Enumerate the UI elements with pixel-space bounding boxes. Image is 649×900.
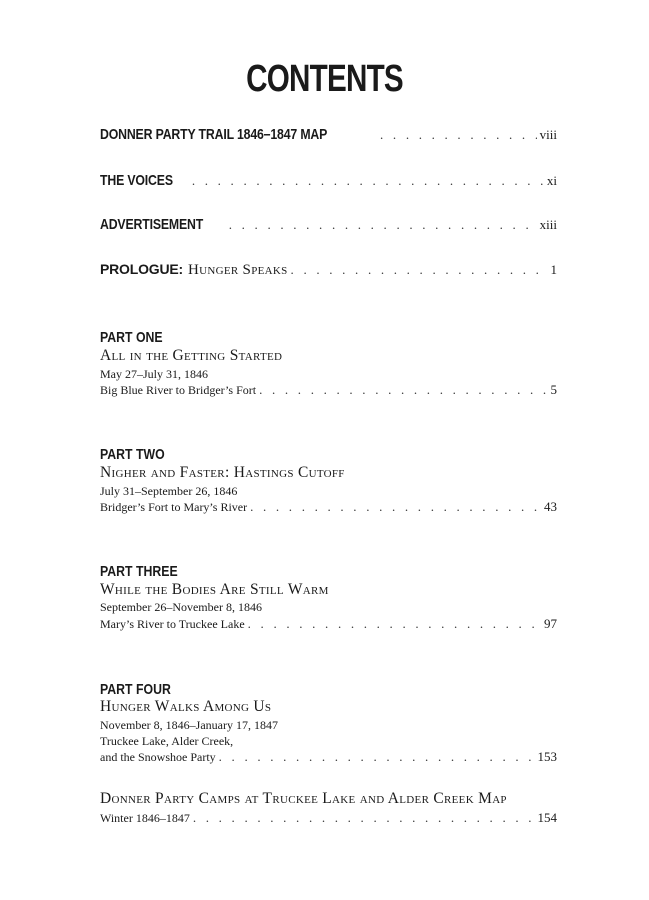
page-number: xiii — [539, 217, 557, 232]
part-title: Hunger Walks Among Us — [100, 698, 272, 715]
part-route: and the Snowshoe Party — [100, 750, 216, 764]
toc-entry-part-three[interactable] — [100, 616, 557, 632]
page-number: viii — [539, 127, 557, 142]
toc-entry-label: DONNER PARTY TRAIL 1846–1847 MAP — [100, 126, 328, 143]
toc-entry-prologue[interactable] — [100, 261, 557, 279]
part-title: While the Bodies Are Still Warm — [100, 581, 329, 598]
dot-leader — [259, 382, 547, 398]
page-number: 5 — [550, 382, 557, 397]
part-dates: July 31–September 26, 1846 — [100, 484, 238, 498]
part-heading: PART TWO — [100, 446, 165, 463]
toc-entry-part-one[interactable] — [100, 382, 557, 398]
page-number: 1 — [550, 262, 557, 277]
page-number: xi — [546, 173, 557, 188]
page-number: 154 — [537, 810, 557, 825]
page-title: CONTENTS — [246, 58, 403, 100]
dot-leader — [248, 616, 541, 632]
toc-entry-label: THE VOICES — [100, 172, 173, 189]
part-route: Bridger’s Fort to Mary’s River — [100, 500, 248, 514]
dot-leader — [229, 217, 537, 233]
part-dates: September 26–November 8, 1846 — [100, 600, 262, 614]
part-route: Mary’s River to Truckee Lake — [100, 617, 245, 631]
part-title: All in the Getting Started — [100, 347, 283, 364]
toc-entry-subtitle: Hunger Speaks — [187, 262, 288, 278]
part-title: Nigher and Faster: Hastings Cutoff — [100, 464, 345, 481]
toc-entry-part-four[interactable] — [100, 749, 557, 765]
page-number: 153 — [537, 749, 557, 764]
final-entry-title: Donner Party Camps at Truckee Lake and Alder Creek Map — [100, 790, 507, 807]
part-route: Big Blue River to Bridger’s Fort — [100, 383, 257, 397]
page-number: 43 — [544, 499, 557, 514]
toc-entry-advertisement[interactable] — [100, 216, 557, 233]
part-heading: PART ONE — [100, 329, 163, 346]
dot-leader — [192, 173, 544, 189]
toc-entry-voices[interactable] — [100, 172, 557, 189]
toc-entry-trail-map[interactable] — [100, 126, 557, 143]
page-number: 97 — [544, 616, 557, 631]
toc-entry-label: PROLOGUE: — [100, 261, 183, 277]
dot-leader — [380, 127, 537, 143]
part-heading: PART THREE — [100, 563, 178, 580]
final-entry-route: Winter 1846–1847 — [100, 811, 190, 825]
part-route-line: Truckee Lake, Alder Creek, — [100, 734, 234, 748]
part-dates: May 27–July 31, 1846 — [100, 367, 208, 381]
toc-entry-camps-map[interactable] — [100, 810, 557, 826]
dot-leader — [193, 810, 535, 826]
dot-leader — [291, 262, 548, 278]
part-dates: November 8, 1846–January 17, 1847 — [100, 718, 278, 732]
toc-entry-part-two[interactable] — [100, 499, 557, 515]
dot-leader — [250, 499, 541, 515]
toc-entry-label: ADVERTISEMENT — [100, 216, 204, 233]
dot-leader — [219, 749, 535, 765]
part-heading: PART FOUR — [100, 681, 171, 698]
